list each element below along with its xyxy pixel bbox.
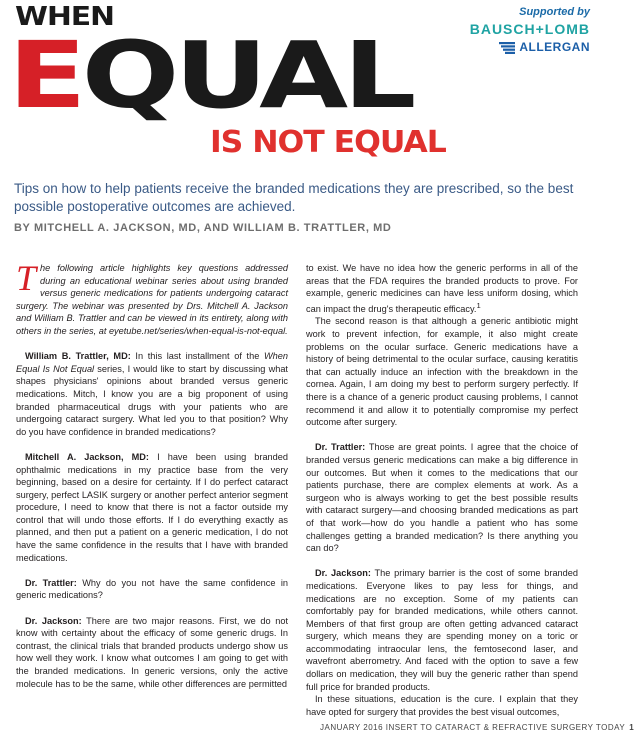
paragraph-text: Those are great points. I agree that the choice of branded versus generic medications can make a big difference in our outcomes. But when it comes to the medications that our patients purchase, there are complex elements at work. As a surgeon who is always working to get the best possible results with cataract surgery—and choosing branded medications as part of that work—how do you handle a patient who has some challenges getting a branded medication? Is there anything you can do? xyxy=(306,442,578,554)
paragraph-text: The primary barrier is the cost of some branded medications. Everyone likes to pay less for things, and medications are no exception. Some of my patients can comfortably pay for branded medications, while others cannot. Members of that first group are often getting advanced cataract surgery, which means they are spending money on a toric or accommodating intraocular lens, the femtosecond laser, and wavefront aberrometry. And faced with the option to save a few dollars on medication, they will buy the generic rather than spend full price for branded products. xyxy=(306,568,579,692)
supported-by-label: Supported by xyxy=(519,6,590,18)
footer-text: JANUARY 2016 INSERT TO CATARACT & REFRACTIVE SURGERY TODAY xyxy=(320,723,626,732)
intro-paragraph xyxy=(16,258,288,338)
paragraph-jackson-1 xyxy=(16,451,288,564)
bausch-lomb-logo: BAUSCH+LOMB xyxy=(469,21,590,37)
allergan-logo xyxy=(470,40,590,54)
paragraph-jackson-2 xyxy=(16,615,288,691)
series-title-italic: When Equal Is Not Equal xyxy=(16,351,288,374)
paragraph-education: In these situations, education is the cure. I explain that they have opted for surgery that provides the best visual outcomes, xyxy=(306,694,578,717)
drop-cap: T xyxy=(16,258,37,298)
speaker-label: William B. Trattler, MD: xyxy=(25,351,131,362)
paragraph-text: I have been using branded ophthalmic medications in my practice base from the very beginning, based on a desire for certainty. If I do perfect cataract surgery, perfect LASIK surgery or another perfect anterior segment procedure, I need to know that there is not a factor outside my control that will undo those efforts. If I do everything exactly as planned, and then put a patient on a generic medication, I do not have the same confidence in the results that I have with branded medications. xyxy=(16,451,288,563)
paragraph-trattler-2 xyxy=(16,577,288,602)
allergan-text: ALLERGAN xyxy=(519,40,590,54)
reference-superscript: 1 xyxy=(476,300,481,310)
title-equal xyxy=(8,22,412,129)
title-equal-rest: QUAL xyxy=(81,22,412,129)
sponsor-block xyxy=(470,6,590,54)
left-column xyxy=(16,258,289,690)
speaker-label: Mitchell A. Jackson, MD: xyxy=(25,451,149,462)
title-is-not-equal: IS NOT EQUAL xyxy=(210,125,446,160)
speaker-label: Dr. Trattler: xyxy=(315,442,366,453)
title-when: WHEN xyxy=(15,2,114,32)
paragraph-text: In this last installment of the xyxy=(130,351,264,362)
title-equal-e: E xyxy=(8,22,82,129)
paragraph-text: to exist. We have no idea how the generic performs in all of the areas that the FDA requires the branded products to prove. For example, generic medicines can have less uniform dosing, which can impact the drug's therapeutic efficacy. xyxy=(306,263,578,314)
right-column xyxy=(306,262,578,718)
speaker-label: Dr. Jackson: xyxy=(25,615,82,626)
page-footer xyxy=(320,723,634,732)
article-deck: Tips on how to help patients receive the branded medications they are prescribed, so the best possible postoperative outcomes are achieved. xyxy=(14,181,574,214)
paragraph-second-reason: The second reason is that although a generic antibiotic might work to prevent infection, for example, it also might create problems on the ocular surface. Generic medications have a history of being detrimental to the ocular surface, causing keratitis that can actually induce an infection with the breakdown in the cornea. Again, I am doing my best to perform surgery perfectly. If there is a chance of a generic product causing problems, I cannot recommend it and allow it to potentially compromise my perfect outcome after surgery. xyxy=(306,316,578,428)
paragraph-text: series, I would like to start by discussing what shapes physicians' opinions about branded versus generic medications. Mitch, I know you are a big proponent of using branded pharmaceutical drugs with your patients who are undergoing cataract surgery. What led you to that position? Why do you have confidence in branded medications? xyxy=(16,363,288,437)
paragraph-text: There are two major reasons. First, we do not know with certainty about the efficacy of some generic drugs. In contrast, the clinical trials that branded products undergo show us how well they work. I know what outcomes I am going to get with the branded medications. In generic versions, only the active molecule has to be the same, while other differences are permitted xyxy=(16,615,288,689)
allergan-logo-icon xyxy=(499,41,515,53)
speaker-label: Dr. Trattler: xyxy=(25,577,77,588)
speaker-label: Dr. Jackson: xyxy=(315,568,371,579)
byline: BY MITCHELL A. JACKSON, MD, AND WILLIAM B. TRATTLER, MD xyxy=(14,222,392,234)
paragraph-jackson-3 xyxy=(306,567,578,693)
page-number: 1 xyxy=(629,723,634,732)
paragraph-continued xyxy=(306,262,578,315)
paragraph-text: Why do you not have the same confidence in generic medications? xyxy=(16,577,289,601)
intro-text: he following article highlights key questions addressed during an educational webinar series about using branded versus generic medications for patients undergoing cataract surgery. The webinar was presented by Drs. Mitchell A. Jackson and William B. Trattler and can be viewed in its entirety, along with others in the series, at eyetube.net/series/when-equal-is-not-equal. xyxy=(16,263,288,336)
paragraph-trattler-1 xyxy=(16,350,288,438)
paragraph-trattler-3 xyxy=(306,441,578,554)
